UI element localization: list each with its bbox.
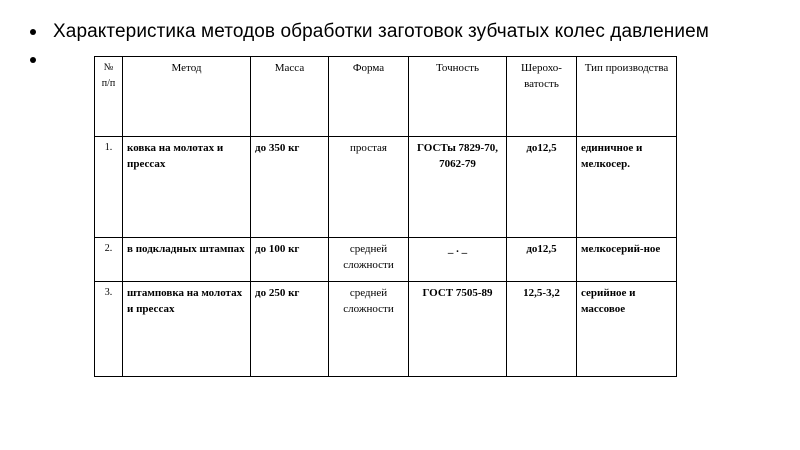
table-header-row — [95, 57, 677, 137]
header-method: Метод — [123, 57, 251, 137]
cell-roughness: до12,5 — [507, 137, 577, 238]
cell-accuracy: _ . _ — [409, 238, 507, 282]
cell-mass: до 350 кг — [251, 137, 329, 238]
cell-method: штамповка на молотах и прессах — [123, 282, 251, 377]
cell-production: серийное и массовое — [577, 282, 677, 377]
methods-table — [94, 56, 677, 377]
cell-shape: средней сложности — [329, 282, 409, 377]
cell-production: мелкосерий-ное — [577, 238, 677, 282]
cell-num: 2. — [95, 238, 123, 282]
cell-roughness: 12,5-3,2 — [507, 282, 577, 377]
header-shape: Форма — [329, 57, 409, 137]
slide-title: Характеристика методов обработки заготовок зубчатых колес давлением — [53, 21, 709, 42]
header-mass: Масса — [251, 57, 329, 137]
bullet-dot-icon — [30, 57, 36, 63]
cell-num: 1. — [95, 137, 123, 238]
header-production: Тип производства — [577, 57, 677, 137]
header-roughness: Шерохо-ватость — [507, 57, 577, 137]
bullet-item-title — [30, 18, 709, 46]
header-num: № п/п — [95, 57, 123, 137]
table-row — [95, 137, 677, 238]
cell-method: в подкладных штампах — [123, 238, 251, 282]
bullet-dot-icon — [30, 29, 36, 35]
cell-method: ковка на молотах и прессах — [123, 137, 251, 238]
table-row — [95, 238, 677, 282]
cell-accuracy: ГОСТ 7505-89 — [409, 282, 507, 377]
header-accuracy: Точность — [409, 57, 507, 137]
cell-shape: простая — [329, 137, 409, 238]
cell-mass: до 100 кг — [251, 238, 329, 282]
cell-num: 3. — [95, 282, 123, 377]
table-row — [95, 282, 677, 377]
cell-accuracy: ГОСТы 7829-70, 7062-79 — [409, 137, 507, 238]
cell-mass: до 250 кг — [251, 282, 329, 377]
cell-production: единичное и мелкосер. — [577, 137, 677, 238]
cell-roughness: до12,5 — [507, 238, 577, 282]
cell-shape: средней сложности — [329, 238, 409, 282]
